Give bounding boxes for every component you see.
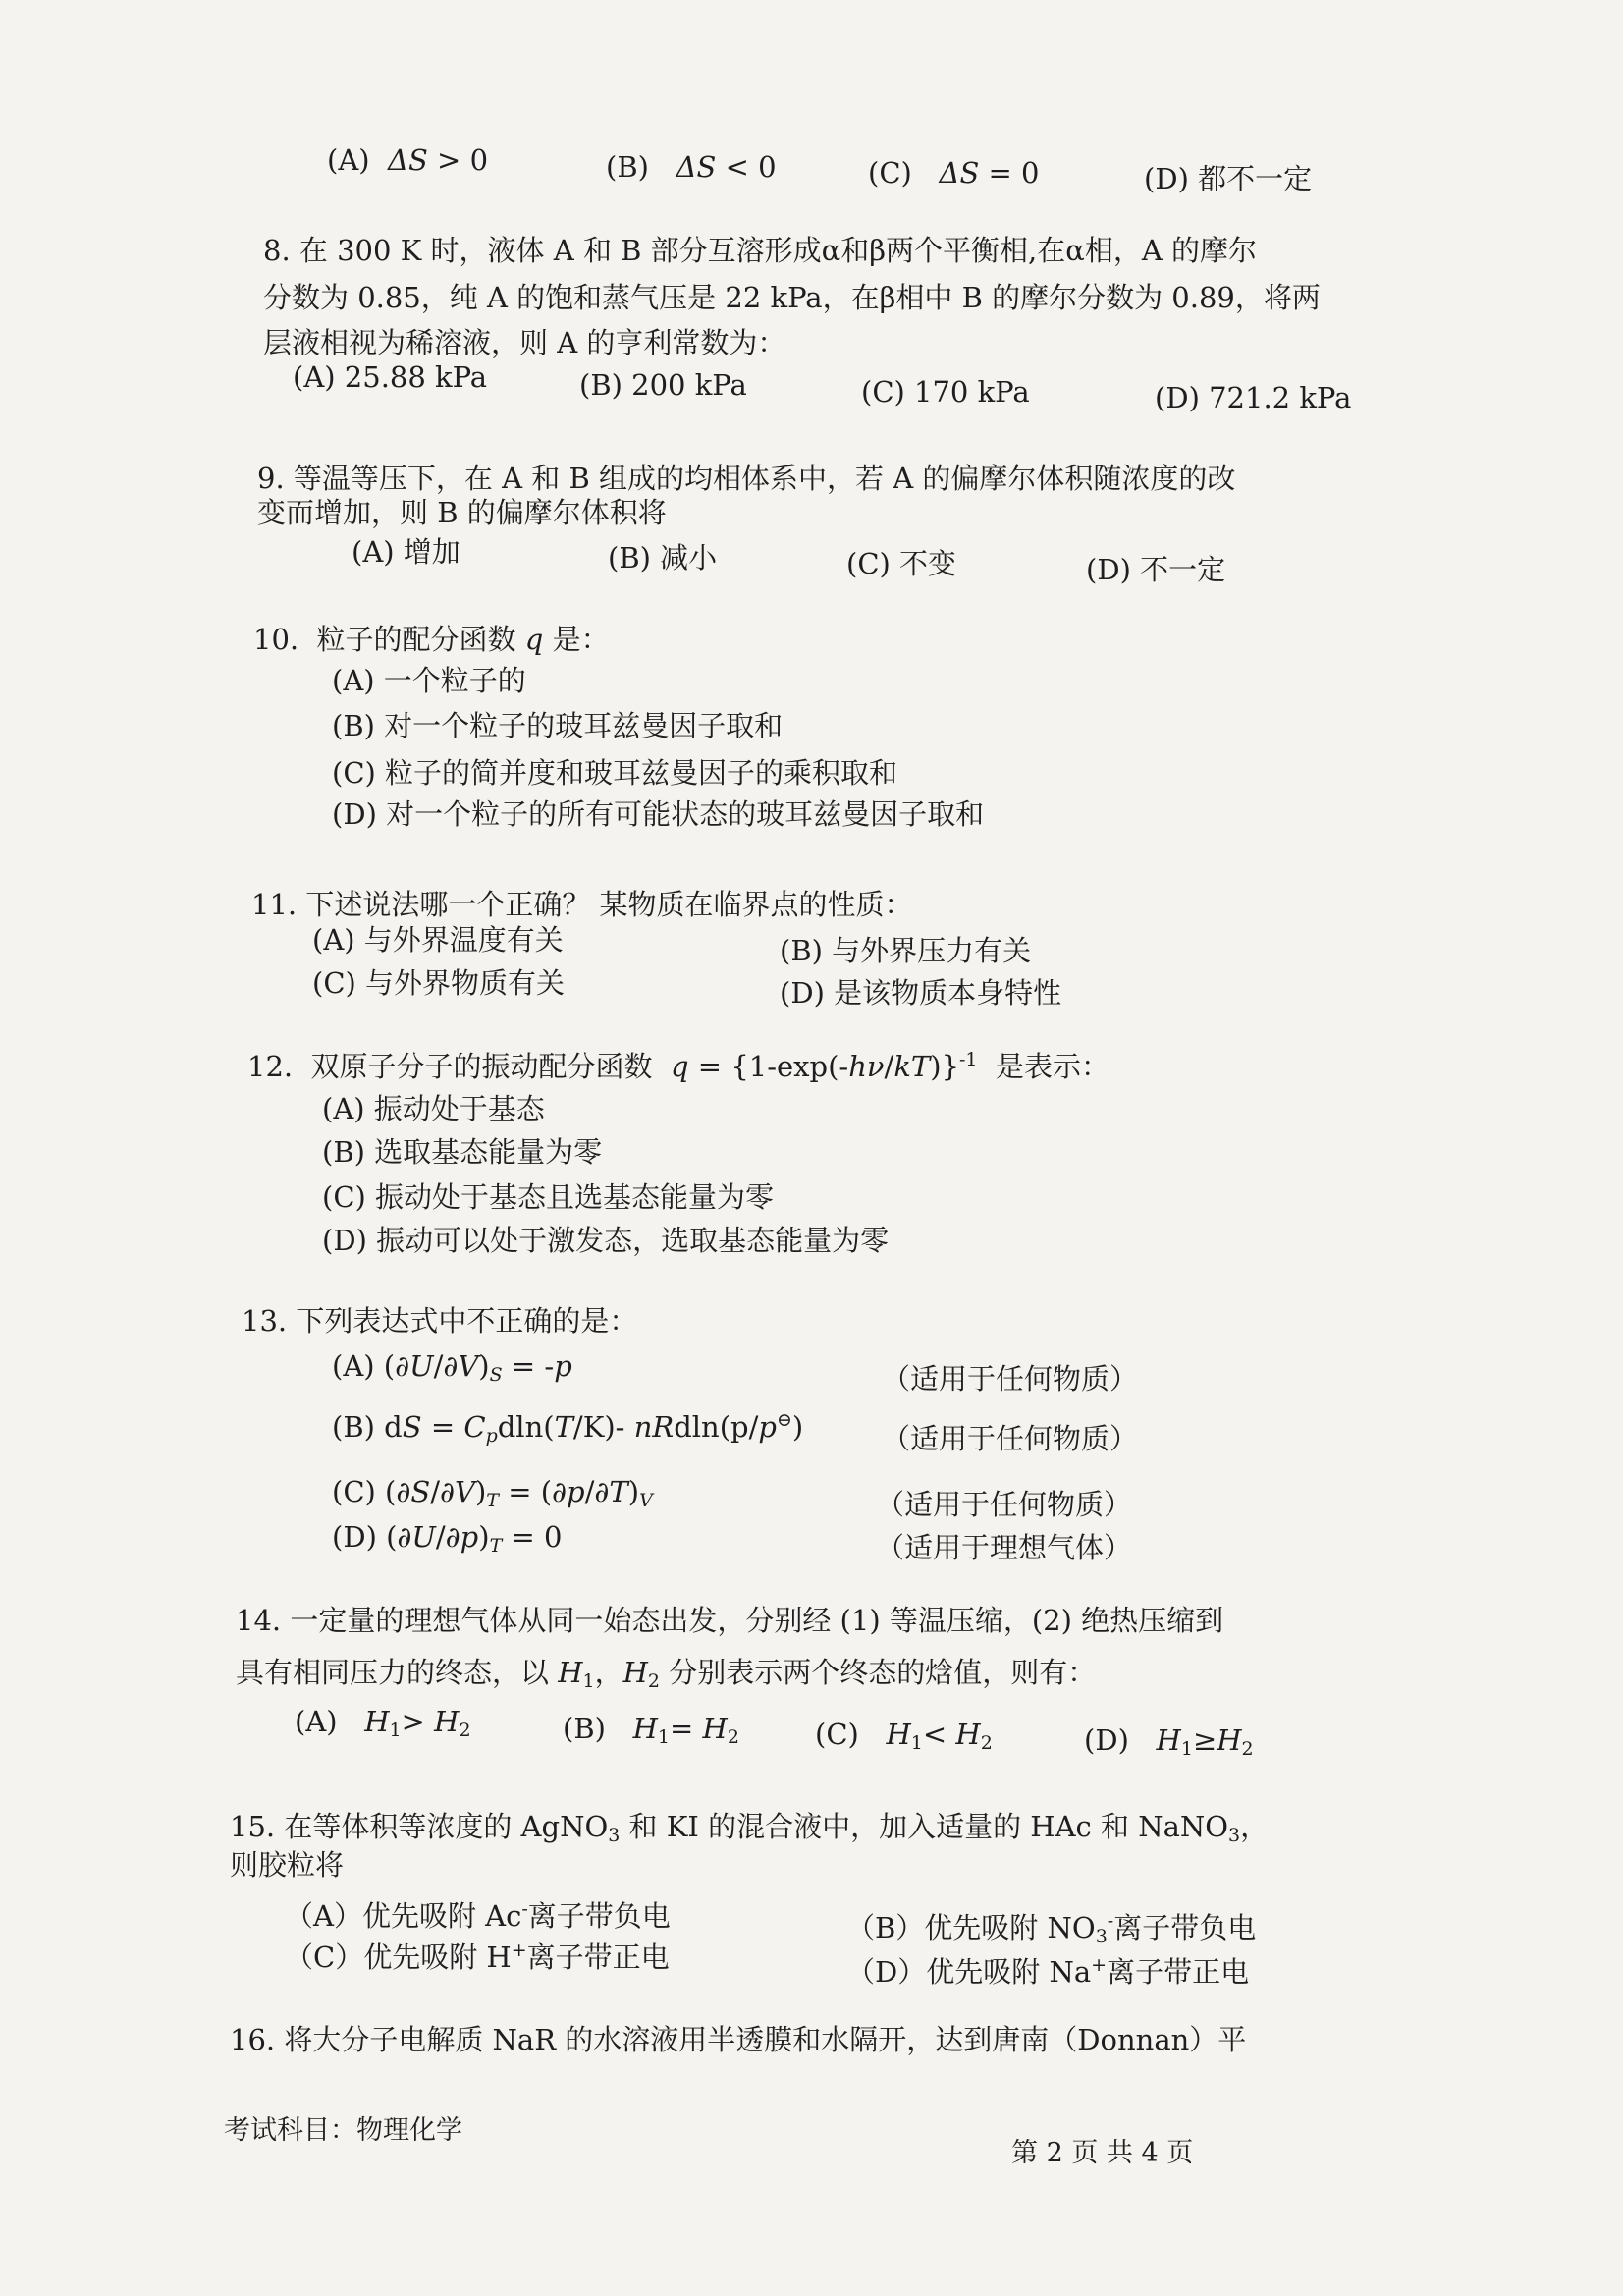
q13-option-c-note: （适用于任何物质） <box>876 1488 1133 1521</box>
q13-option-b-note: （适用于任何物质） <box>882 1422 1139 1455</box>
q9-option-d: (D) 不一定 <box>1086 553 1226 586</box>
q13-option-b: (B) dS = $C_pdln(T/K)-$ nRdln(p/p⊖) <box>332 1409 804 1447</box>
q10-option-b: (B) 对一个粒子的玻耳兹曼因子取和 <box>332 709 784 742</box>
q14-option-d: (D) $H_1\ge H_2$ <box>1084 1723 1254 1760</box>
q12-option-d: (D) 振动可以处于激发态，选取基态能量为零 <box>322 1224 890 1257</box>
footer-subject: 考试科目：物理化学 <box>224 2115 462 2146</box>
q12-option-b: (B) 选取基态能量为零 <box>322 1135 603 1169</box>
q15-option-a: （A）优先吸附 Ac-离子带负电 <box>285 1898 671 1933</box>
q11-option-c: (C) 与外界物质有关 <box>312 966 566 1000</box>
q13-option-a: (A) $(\partial U/\partial V)_S = -p$ <box>332 1349 572 1386</box>
q9-option-a: (A) 增加 <box>352 535 460 569</box>
q16-stem-line1: 16. 将大分子电解质 NaR 的水溶液用半透膜和水隔开，达到唐南（Donnan）平 <box>230 2023 1247 2056</box>
q7-option-c: (C) ΔS = 0 <box>868 156 1040 190</box>
q8-option-c: (C) 170 kPa <box>861 375 1030 409</box>
q10-option-c: (C) 粒子的简并度和玻耳兹曼因子的乘积取和 <box>332 756 898 790</box>
q8-option-b: (B) 200 kPa <box>579 368 747 402</box>
q11-stem: 11. 下述说法哪一个正确？ 某物质在临界点的性质： <box>251 888 913 921</box>
q13-option-c: (C) $(\partial S/\partial V)_T = (\partial p/\partial T)_V$ <box>332 1475 653 1511</box>
q7-option-b: (B) ΔS < 0 <box>606 150 777 184</box>
q8-stem-line2: 分数为 0.85，纯 A 的饱和蒸气压是 22 kPa，在β相中 B 的摩尔分数为 0.89，将两 <box>263 281 1321 314</box>
q7-option-a: (A) ΔS > 0 <box>327 143 489 177</box>
q14-stem-line2: 具有相同压力的终态，以 $H_1$，$H_2$ 分别表示两个终态的焓值，则有： <box>236 1656 1097 1692</box>
q13-option-a-note: （适用于任何物质） <box>882 1362 1139 1395</box>
q15-stem-line1: 15. 在等体积等浓度的 AgNO$_3$ 和 KI 的混合液中，加入适量的 HAc 和 NaNO$_3$， <box>230 1810 1270 1846</box>
q14-option-b: (B) $H_1= H_2$ <box>563 1712 739 1748</box>
q9-stem-line2: 变而增加，则 B 的偏摩尔体积将 <box>257 496 667 529</box>
q13-option-d: (D) $(\partial U/\partial p)_T = 0$ <box>332 1520 563 1557</box>
q9-option-b: (B) 减小 <box>608 541 718 574</box>
q9-option-c: (C) 不变 <box>846 547 957 580</box>
q7-option-d: (D) 都不一定 <box>1144 162 1313 195</box>
q8-stem-line1: 8. 在 300 K 时，液体 A 和 B 部分互溶形成α和β两个平衡相,在α相，A 的摩尔 <box>263 234 1257 267</box>
q13-stem: 13. 下列表达式中不正确的是： <box>242 1304 638 1338</box>
q15-option-b: （B）优先吸附 $NO_3^-$离子带负电 <box>846 1910 1257 1947</box>
q8-option-a: (A) 25.88 kPa <box>293 360 488 394</box>
q11-option-b: (B) 与外界压力有关 <box>780 934 1032 967</box>
q11-option-d: (D) 是该物质本身特性 <box>780 976 1062 1010</box>
q13-option-d-note: （适用于理想气体） <box>876 1531 1133 1564</box>
q8-stem-line3: 层液相视为稀溶液，则 A 的亨利常数为： <box>263 326 786 359</box>
footer-page-number: 第 2 页 共 4 页 <box>1011 2138 1194 2168</box>
q15-option-d: （D）优先吸附 Na+离子带正电 <box>846 1954 1250 1989</box>
q12-option-c: (C) 振动处于基态且选基态能量为零 <box>322 1180 775 1214</box>
q10-option-a: (A) 一个粒子的 <box>332 664 526 697</box>
q14-option-a: (A) $H_1> H_2$ <box>295 1705 471 1741</box>
q8-option-d: (D) 721.2 kPa <box>1155 381 1352 414</box>
q12-stem: 12. 双原子分子的振动配分函数 $q = \{1-\exp(-h\nu/kT)\}^{-1}$ 是表示： <box>247 1049 1109 1083</box>
q14-option-c: (C) $H_1< H_2$ <box>815 1718 993 1754</box>
q10-stem: 10. 粒子的配分函数 q 是： <box>253 623 610 656</box>
q10-option-d: (D) 对一个粒子的所有可能状态的玻耳兹曼因子取和 <box>332 797 985 831</box>
q15-option-c: （C）优先吸附 H+离子带正电 <box>285 1940 670 1974</box>
q12-option-a: (A) 振动处于基态 <box>322 1092 545 1125</box>
q9-stem-line1: 9. 等温等压下，在 A 和 B 组成的均相体系中，若 A 的偏摩尔体积随浓度的改 <box>257 462 1236 495</box>
q11-option-a: (A) 与外界温度有关 <box>312 923 564 957</box>
q14-stem-line1: 14. 一定量的理想气体从同一始态出发，分别经 (1) 等温压缩，(2) 绝热压缩到 <box>236 1604 1224 1637</box>
q15-stem-line2: 则胶粒将 <box>230 1848 345 1882</box>
